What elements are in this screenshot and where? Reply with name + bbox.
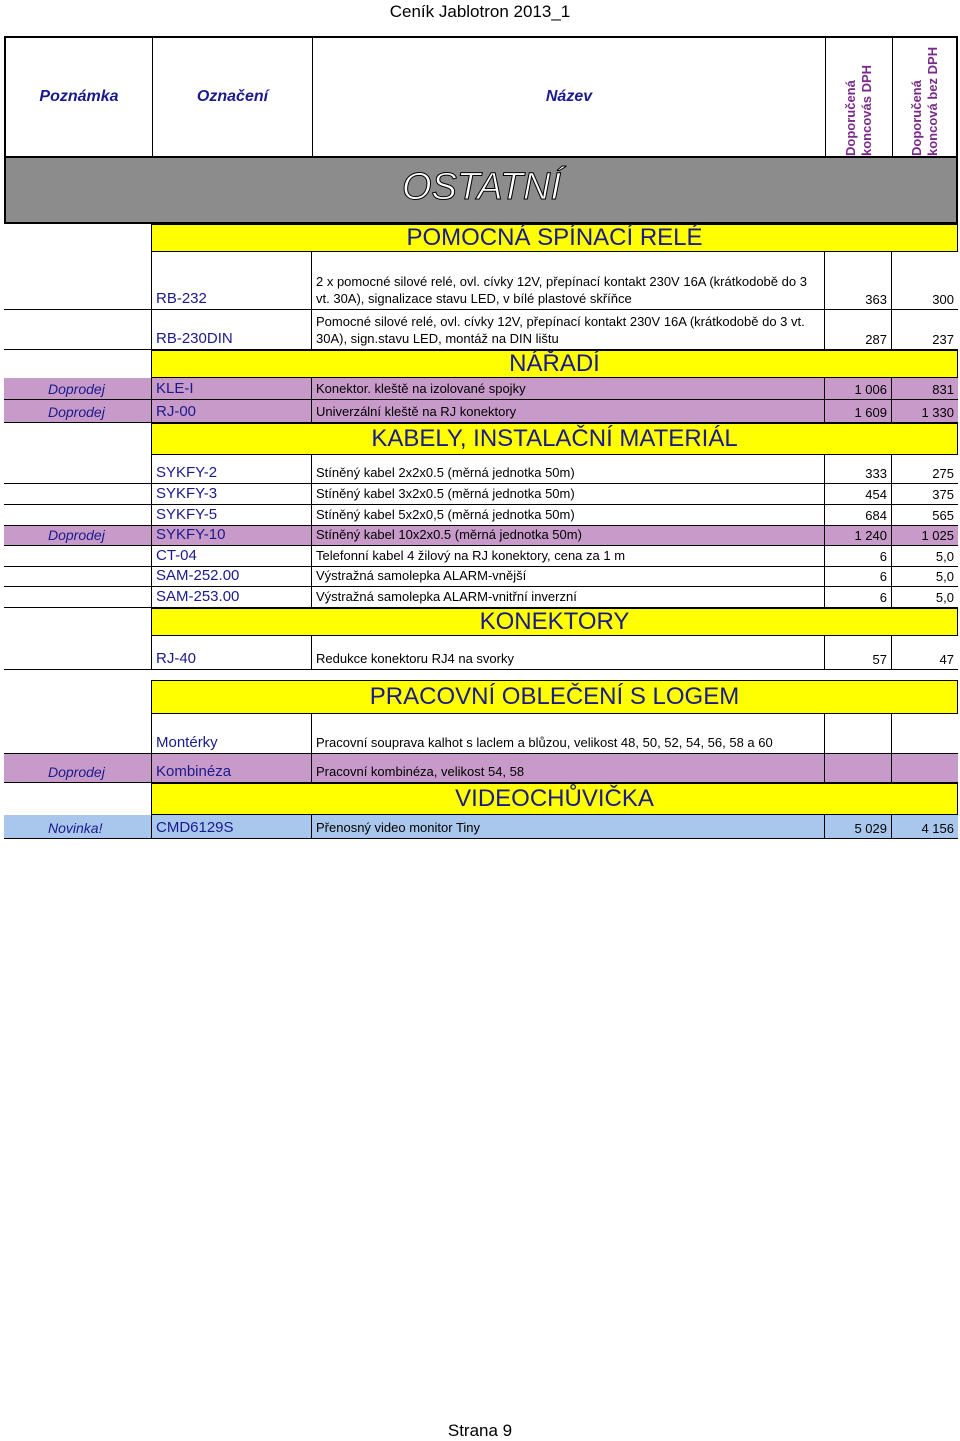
price-novat-cell: 831 bbox=[891, 378, 958, 399]
table-header bbox=[4, 36, 958, 158]
code-cell: RB-232 bbox=[151, 252, 311, 309]
price-novat-cell: 300 bbox=[891, 252, 958, 309]
table-row bbox=[4, 455, 958, 484]
price-vat-cell bbox=[824, 754, 891, 782]
category-connectors: KONEKTORY bbox=[4, 608, 958, 636]
name-cell: Redukce konektoru RJ4 na svorky bbox=[311, 636, 824, 669]
code-cell: SYKFY-2 bbox=[151, 455, 311, 483]
relay-rows bbox=[4, 252, 958, 350]
note-cell bbox=[4, 455, 151, 483]
table-row bbox=[4, 815, 958, 839]
connector-rows bbox=[4, 636, 958, 670]
name-cell: Pracovní souprava kalhot s laclem a blůzou, velikost 48, 50, 52, 54, 56, 58 a 60 bbox=[311, 714, 824, 753]
name-cell: Stíněný kabel 5x2x0,5 (měrná jednotka 50m) bbox=[311, 505, 824, 525]
price-vat-cell: 6 bbox=[824, 567, 891, 586]
category-video: VIDEOCHŮVIČKA bbox=[4, 783, 958, 815]
code-cell: SAM-252.00 bbox=[151, 567, 311, 586]
name-cell: Výstražná samolepka ALARM-vnitřní inverzní bbox=[311, 587, 824, 607]
note-cell: Doprodej bbox=[48, 381, 105, 397]
note-cell bbox=[4, 484, 151, 504]
note-cell: Doprodej bbox=[48, 527, 105, 543]
price-vat-cell: 6 bbox=[824, 546, 891, 566]
price-novat-cell: 5,0 bbox=[891, 587, 958, 607]
cable-rows bbox=[4, 455, 958, 608]
table-row bbox=[4, 252, 958, 310]
table-row bbox=[4, 587, 958, 608]
price-table bbox=[4, 36, 958, 839]
note-cell bbox=[4, 636, 151, 669]
price-vat-cell: 1 240 bbox=[824, 526, 891, 545]
name-cell: Stíněný kabel 3x2x0.5 (měrná jednotka 50m) bbox=[311, 484, 824, 504]
table-row bbox=[4, 567, 958, 587]
note-cell: Doprodej bbox=[48, 764, 105, 780]
note-cell bbox=[4, 505, 151, 525]
note-cell bbox=[4, 567, 151, 586]
note-cell: Novinka! bbox=[48, 820, 103, 836]
page-number: Strana 9 bbox=[447, 1421, 513, 1440]
table-row bbox=[4, 400, 958, 423]
category-cables: KABELY, INSTALAČNÍ MATERIÁL bbox=[4, 423, 958, 455]
category-tools: NÁŘADÍ bbox=[4, 350, 958, 378]
col-note-header: Poznámka bbox=[6, 38, 153, 156]
name-cell: Přenosný video monitor Tiny bbox=[311, 815, 824, 838]
price-vat-cell: 684 bbox=[824, 505, 891, 525]
price-novat-cell: 375 bbox=[891, 484, 958, 504]
price-novat-cell: 565 bbox=[891, 505, 958, 525]
price-novat-cell: 1 330 bbox=[891, 400, 958, 422]
code-cell: Montérky bbox=[151, 714, 311, 753]
tool-rows bbox=[4, 378, 958, 423]
price-novat-cell: 275 bbox=[891, 455, 958, 483]
price-vat-cell: 57 bbox=[824, 636, 891, 669]
table-row bbox=[4, 714, 958, 754]
category-relays: POMOCNÁ SPÍNACÍ RELÉ bbox=[4, 224, 958, 252]
price-novat-cell: 237 bbox=[891, 310, 958, 349]
code-cell: CMD6129S bbox=[151, 815, 311, 838]
table-row bbox=[4, 636, 958, 670]
price-novat-cell bbox=[891, 754, 958, 782]
table-row bbox=[4, 484, 958, 505]
code-cell: SYKFY-5 bbox=[151, 505, 311, 525]
col-name-header: Název bbox=[313, 38, 826, 156]
clothing-rows bbox=[4, 714, 958, 783]
name-cell: Stíněný kabel 2x2x0.5 (měrná jednotka 50m) bbox=[311, 455, 824, 483]
document-title: Ceník Jablotron 2013_1 bbox=[389, 2, 571, 21]
name-cell: Telefonní kabel 4 žilový na RJ konektory, cena za 1 m bbox=[311, 546, 824, 566]
table-row bbox=[4, 754, 958, 783]
code-cell: RJ-00 bbox=[151, 400, 311, 422]
table-row bbox=[4, 526, 958, 546]
col-code-header: Označení bbox=[153, 38, 313, 156]
price-vat-cell: 454 bbox=[824, 484, 891, 504]
col-price-vat-header: Doporučená koncovás DPH bbox=[826, 38, 893, 156]
price-vat-cell bbox=[824, 714, 891, 753]
price-vat-cell: 363 bbox=[824, 252, 891, 309]
name-cell: Stíněný kabel 10x2x0.5 (měrná jednotka 50m) bbox=[311, 526, 824, 545]
price-vat-cell: 333 bbox=[824, 455, 891, 483]
section-title: OSTATNÍ bbox=[402, 166, 562, 208]
note-cell bbox=[4, 587, 151, 607]
code-cell: KLE-I bbox=[151, 378, 311, 399]
name-cell: Konektor. kleště na izolované spojky bbox=[311, 378, 824, 399]
price-novat-cell: 5,0 bbox=[891, 546, 958, 566]
note-cell bbox=[4, 546, 151, 566]
table-row bbox=[4, 505, 958, 526]
name-cell: Pracovní kombinéza, velikost 54, 58 bbox=[311, 754, 824, 782]
price-vat-cell: 1 006 bbox=[824, 378, 891, 399]
category-clothing: PRACOVNÍ OBLEČENÍ S LOGEM bbox=[4, 680, 958, 714]
table-row bbox=[4, 378, 958, 400]
table-row bbox=[4, 310, 958, 350]
code-cell: Kombinéza bbox=[151, 754, 311, 782]
code-cell: SYKFY-3 bbox=[151, 484, 311, 504]
video-rows bbox=[4, 815, 958, 839]
price-novat-cell: 1 025 bbox=[891, 526, 958, 545]
price-novat-cell bbox=[891, 714, 958, 753]
code-cell: SAM-253.00 bbox=[151, 587, 311, 607]
price-vat-cell: 5 029 bbox=[824, 815, 891, 838]
note-cell bbox=[4, 252, 151, 309]
col-price-novat-header: Doporučená koncová bez DPH bbox=[908, 46, 940, 156]
code-cell: RB-230DIN bbox=[151, 310, 311, 349]
code-cell: SYKFY-10 bbox=[151, 526, 311, 545]
price-novat-cell: 4 156 bbox=[891, 815, 958, 838]
price-vat-cell: 1 609 bbox=[824, 400, 891, 422]
name-cell: Výstražná samolepka ALARM-vnější bbox=[311, 567, 824, 586]
name-cell: 2 x pomocné silové relé, ovl. cívky 12V, přepínací kontakt 230V 16A (krátkodobě do 3 vt. 30A), signalizace stavu LED, v bílé plastové skříňce bbox=[311, 252, 824, 309]
price-vat-cell: 6 bbox=[824, 587, 891, 607]
code-cell: CT-04 bbox=[151, 546, 311, 566]
note-cell bbox=[4, 714, 151, 753]
price-vat-cell: 287 bbox=[824, 310, 891, 349]
note-cell bbox=[4, 310, 151, 349]
price-novat-cell: 47 bbox=[891, 636, 958, 669]
code-cell: RJ-40 bbox=[151, 636, 311, 669]
price-novat-cell: 5,0 bbox=[891, 567, 958, 586]
note-cell: Doprodej bbox=[48, 404, 105, 420]
section-band bbox=[4, 158, 958, 224]
name-cell: Pomocné silové relé, ovl. cívky 12V, přepínací kontakt 230V 16A (krátkodobě do 3 vt. 30A), sign.stavu LED, montáž na DIN lištu bbox=[311, 310, 824, 349]
name-cell: Univerzální kleště na RJ konektory bbox=[311, 400, 824, 422]
table-row bbox=[4, 546, 958, 567]
